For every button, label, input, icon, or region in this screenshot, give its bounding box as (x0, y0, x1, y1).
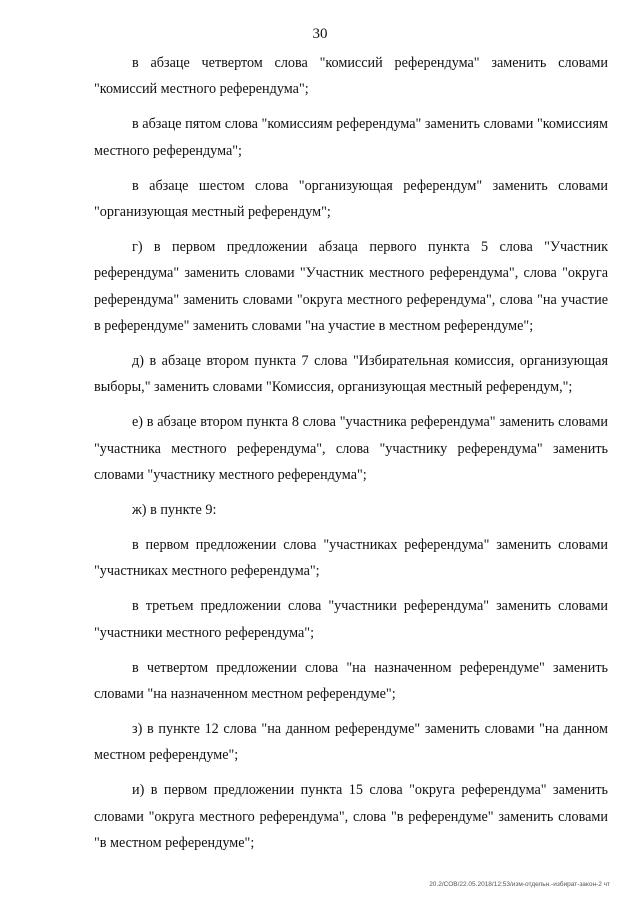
paragraph: д) в абзаце втором пункта 7 слова "Избирательная комиссия, организующая выборы," заменить словами "Комиссия, организующая местный референдум,"; (94, 353, 608, 396)
paragraph: в абзаце четвертом слова "комиссий референдума" заменить словами "комиссий местного референдума"; (94, 55, 608, 98)
document-body (94, 50, 608, 856)
paragraph: и) в первом предложении пункта 15 слова "округа референдума" заменить словами "округа местного референдума", слова "в референдуме" заменить словами "в местном референдуме"; (94, 782, 608, 852)
paragraph: в абзаце пятом слова "комиссиям референдума" заменить словами "комиссиям местного референдума"; (94, 116, 608, 159)
paragraph: е) в абзаце втором пункта 8 слова "участника референдума" заменить словами "участника местного референдума", слова "участнику референдума" заменить словами "участнику местного референдума"; (94, 414, 608, 484)
paragraph: в четвертом предложении слова "на назначенном референдуме" заменить словами "на назначенном местном референдуме"; (94, 659, 608, 703)
paragraph: в третьем предложении слова "участники референдума" заменить словами "участники местного референдума"; (94, 598, 608, 641)
paragraph: з) в пункте 12 слова "на данном референдуме" заменить словами "на данном местном референдуме"; (94, 720, 608, 764)
paragraph: в первом предложении слова "участниках референдума" заменить словами "участниках местного референдума"; (94, 537, 608, 580)
paragraph: в абзаце шестом слова "организующая референдум" заменить словами "организующая местный референдум"; (94, 177, 608, 221)
document-footer: 20.2/СОВ/22.05.2018/12:53/изм-отдельн.-избират-закон-2 чт (429, 881, 610, 888)
page-number: 30 (312, 26, 328, 42)
paragraph: г) в первом предложении абзаца первого пункта 5 слова "Участник референдума" заменить словами "Участник местного референдума", слова "округа референдума" заменить словами "округа местного референдума", слова "на участие в референдуме" заменить словами "на участие в местном референдуме"; (94, 238, 608, 335)
paragraph: ж) в пункте 9: (132, 502, 217, 519)
